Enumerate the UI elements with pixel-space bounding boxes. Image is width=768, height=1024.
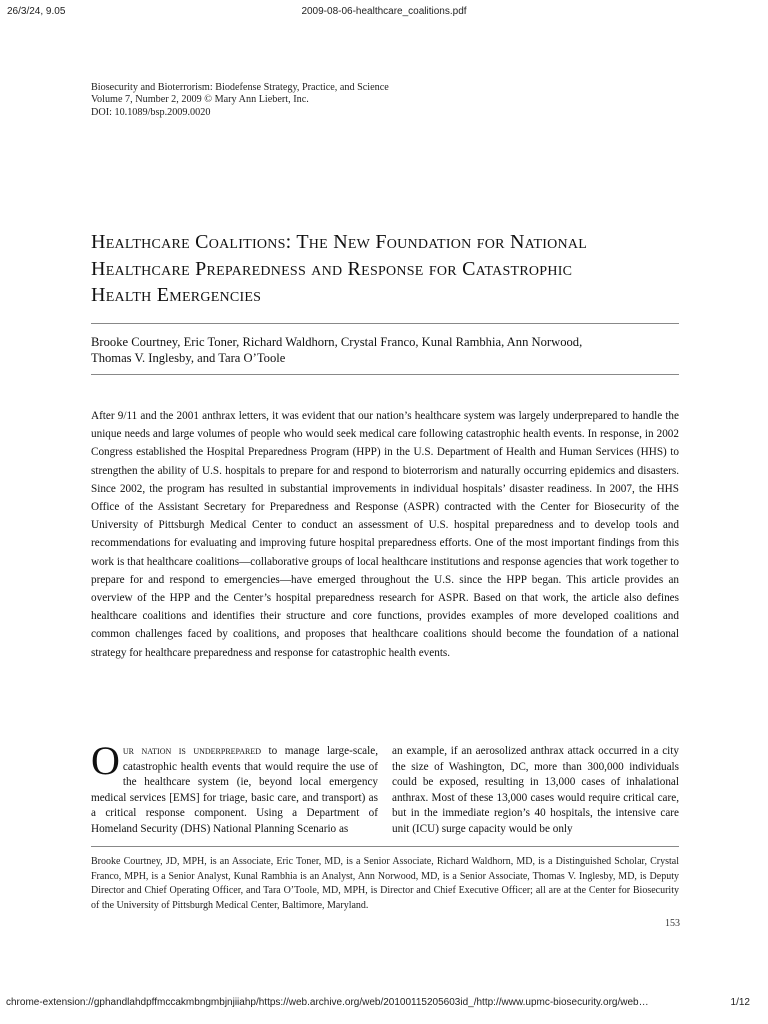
page-number: 153 [665,918,680,929]
journal-doi: DOI: 10.1089/bsp.2009.0020 [91,106,211,118]
lead-in-small-caps: ur nation is underprepared [122,745,262,757]
title-divider [91,323,679,324]
author-line: Brooke Courtney, Eric Toner, Richard Waldhorn, Crystal Franco, Kunal Rambhia, Ann Norwood, [91,335,583,349]
authors-divider [91,374,679,375]
author-line: Thomas V. Inglesby, and Tara O’Toole [91,351,286,365]
article-title [91,229,691,309]
print-source-url: chrome-extension://gphandlahdpffmccakmbngmbjnjiiahp/https://web.archive.org/web/20100115205603id_/http://www.upmc-biosecurity.org/web… [6,997,649,1008]
title-line: Healthcare Coalitions: The New Foundation for National [91,231,588,253]
drop-cap: O [91,738,120,783]
print-header [0,6,768,20]
journal-name: Biosecurity and Bioterrorism: Biodefense Strategy, Practice, and Science [91,82,389,93]
author-affiliations-footnote: Brooke Courtney, JD, MPH, is an Associate, Eric Toner, MD, is a Senior Associate, Richard Waldhorn, MD, is a Distinguished Scholar, Crystal Franco, MPH, is a Senior Analyst, Kunal Rambhia is an Analyst, Ann Norwood, MD, is a Senior Associate, Thomas V. Inglesby, MD, is Deputy Director and Chief Operating Officer, and Tara O’Toole, MD, MPH, is Director and Chief Executive Officer; all are at the Center for Biosecurity of the University of Pittsburgh Medical Center, Baltimore, Maryland. [91,856,679,911]
title-line: Health Emergencies [91,284,262,306]
title-line: Healthcare Preparedness and Response for Catastrophic [91,257,573,280]
body-text-left: to manage large-scale, catastrophic health events that would require the use of the healthcare system (ie, beyond local emergency medical services [EMS] for triage, basic care, and transport) as a critical response component. Using a Department of Homeland Security (DHS) National Planning Scenario as [91,745,379,835]
body-column-right: an example, if an aerosolized anthrax attack occurred in a city the size of Washington, DC, more than 300,000 individuals could be exposed, resulting in 13,000 cases of inhalational anthrax. Most of these 13,000 cases would require critical care, but in the immediate region’s 40 hospitals, the intensive care unit (ICU) surge capacity would be only [392,745,679,835]
print-footer [0,997,768,1011]
abstract: After 9/11 and the 2001 anthrax letters, it was evident that our nation’s healthcare system was largely underprepared to handle the unique needs and large volumes of people who would seek medical care following catastrophic health events. In response, in 2002 Congress established the Hospital Preparedness Program (HPP) in the U.S. Department of Health and Human Services (HHS) to strengthen the ability of U.S. hospitals to prepare for and respond to bioterrorism and naturally occurring epidemics and disasters. Since 2002, the program has resulted in substantial improvements in individual hospitals’ disaster readiness. In 2007, the HHS Office of the Assistant Secretary for Preparedness and Response (ASPR) contracted with the Center for Biosecurity of the University of Pittsburgh Medical Center to conduct an assessment of U.S. hospital preparedness and to develop tools and recommendations for evaluating and improving future hospital preparedness efforts. One of the most important findings from this work is that healthcare coalitions—collaborative groups of local healthcare institutions and response agencies that work together to prepare for and respond to emergencies—have emerged throughout the U.S. since the HPP began. This article provides an overview of the HPP and the Center’s hospital preparedness research for ASPR. Based on that work, the article also defines healthcare coalitions and identifies their structure and core functions, provides examples of more developed coalitions and common challenges faced by coalitions, and proposes that healthcare coalitions should become the foundation of a national strategy for healthcare preparedness and response for catastrophic health events. [91,410,679,659]
journal-volume: Volume 7, Number 2, 2009 © Mary Ann Liebert, Inc. [91,94,309,106]
print-document-title: 2009-08-06-healthcare_coalitions.pdf [301,6,467,17]
print-timestamp: 26/3/24, 9.05 [7,6,66,17]
body-column-left [91,738,379,838]
footnote-divider [91,846,679,847]
author-list [91,334,691,366]
journal-info [91,82,389,119]
print-page-indicator: 1/12 [730,997,750,1008]
